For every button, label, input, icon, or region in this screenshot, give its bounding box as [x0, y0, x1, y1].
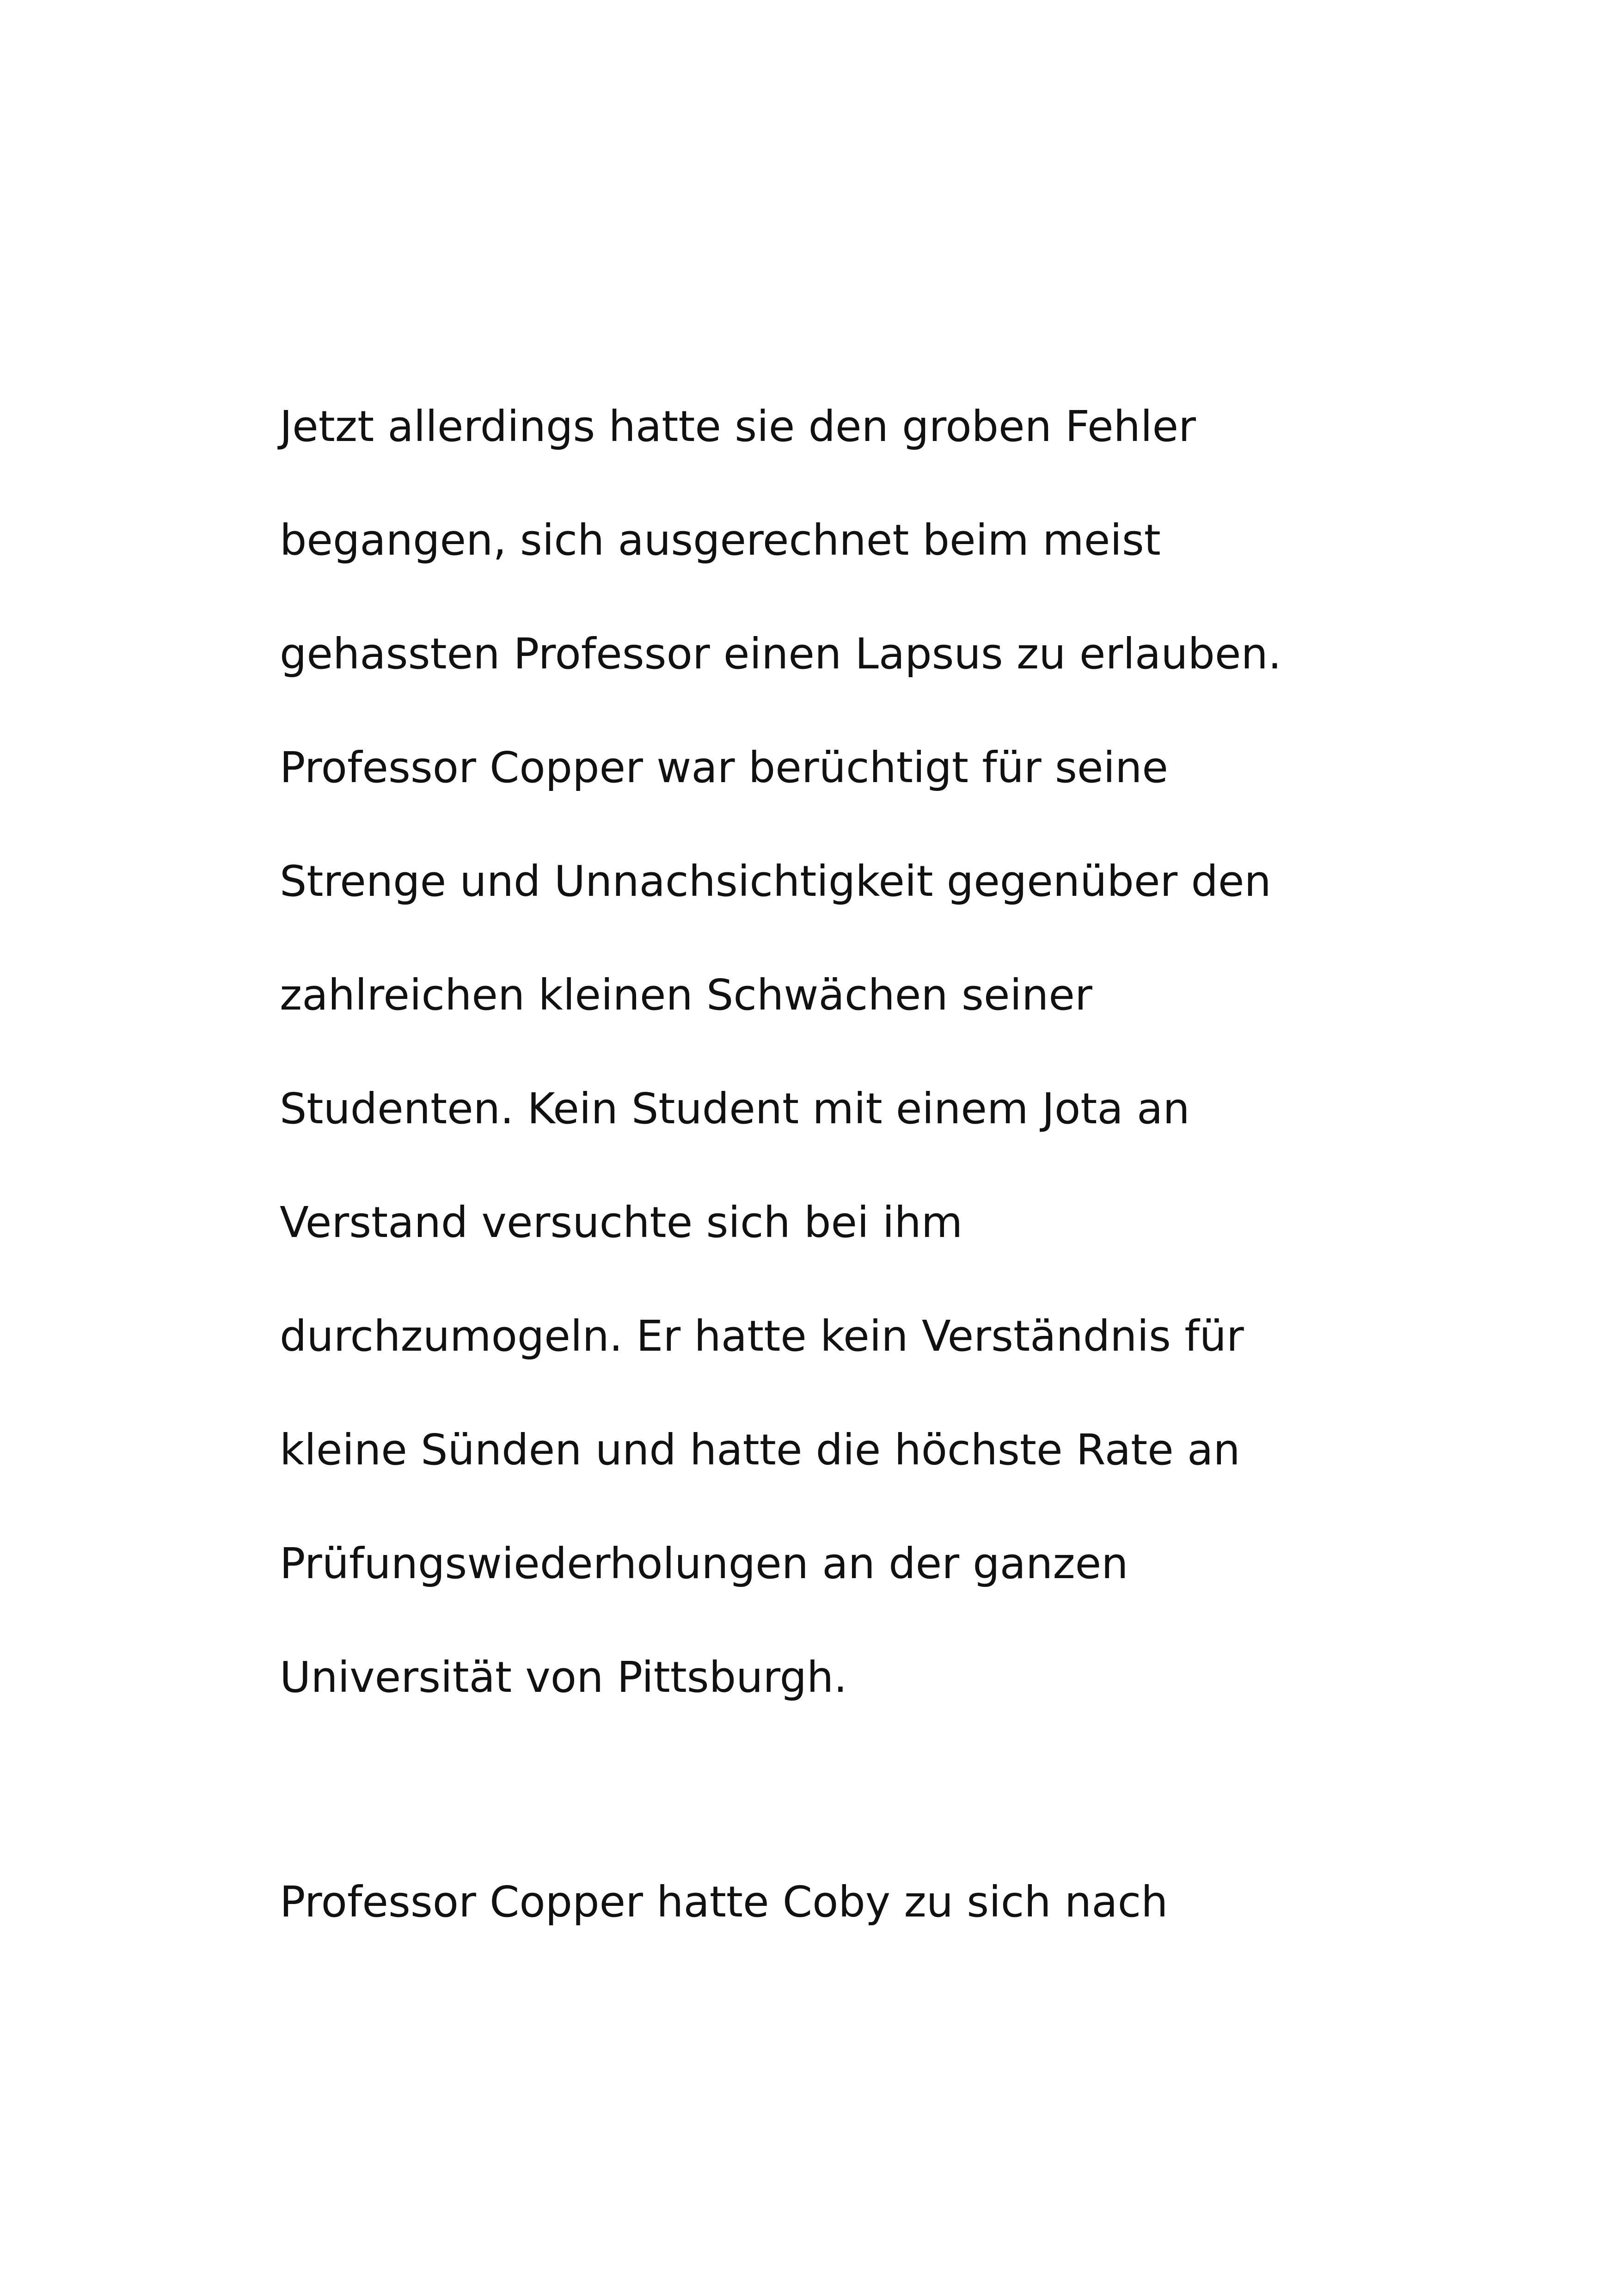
paragraph-1	[280, 397, 1435, 1761]
text-line: begangen, sich ausgerechnet beim meist	[280, 515, 1161, 565]
text-line: Universität von Pittsburgh.	[280, 1653, 847, 1702]
text-line: Prüfungswiederholungen an der ganzen	[280, 1539, 1128, 1588]
text-line: Jetzt allerdings hatte sie den groben Fehler	[280, 402, 1196, 451]
paragraph-2	[280, 1872, 1435, 1986]
text-line: Strenge und Unnachsichtigkeit gegenüber den	[280, 857, 1271, 906]
text-line: Professor Copper war berüchtigt für seine	[280, 743, 1168, 792]
text-line: Verstand versuchte sich bei ihm	[280, 1198, 963, 1247]
text-line: Studenten. Kein Student mit einem Jota an	[280, 1084, 1190, 1133]
text-line: durchzumogeln. Er hatte kein Verständnis für	[280, 1311, 1244, 1361]
text-line: zahlreichen kleinen Schwächen seiner	[280, 970, 1092, 1020]
text-line: Professor Copper hatte Coby zu sich nach	[280, 1877, 1168, 1927]
text-line: gehassten Professor einen Lapsus zu erlauben.	[280, 629, 1282, 679]
text-line: kleine Sünden und hatte die höchste Rate an	[280, 1425, 1240, 1475]
